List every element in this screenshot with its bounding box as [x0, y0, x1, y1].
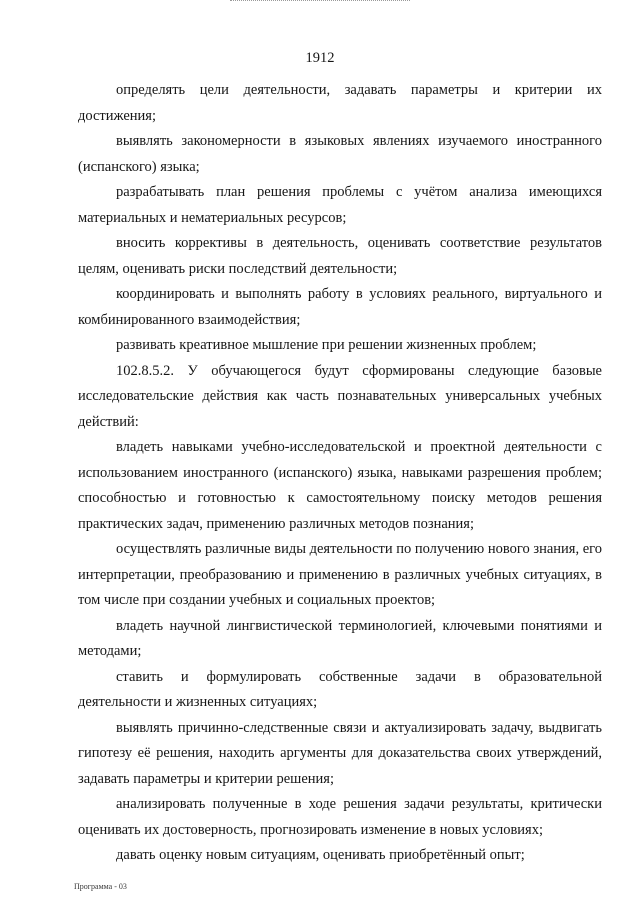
footer-label: Программа - 03 — [74, 882, 127, 891]
page-number: 1912 — [305, 50, 335, 66]
paragraph: 102.8.5.2. У обучающегося будут сформированы следующие базовые исследовательские действия как часть познавательных универсальных учебных действий: — [78, 362, 602, 430]
scan-top-mark — [230, 0, 410, 3]
paragraph: давать оценку новым ситуациям, оценивать приобретённый опыт; — [116, 847, 525, 863]
paragraph: разрабатывать план решения проблемы с учётом анализа имеющихся материальных и нематериальных ресурсов; — [78, 184, 602, 226]
paragraph: анализировать полученные в ходе решения задачи результаты, критически оценивать их достоверность, прогнозировать изменение в новых условиях; — [78, 796, 602, 838]
paragraph: выявлять закономерности в языковых явлениях изучаемого иностранного (испанского) языка; — [78, 133, 602, 175]
paragraph: определять цели деятельности, задавать параметры и критерии их достижения; — [78, 82, 602, 124]
paragraph: вносить коррективы в деятельность, оценивать соответствие результатов целям, оценивать риски последствий деятельности; — [78, 235, 602, 277]
paragraph: осуществлять различные виды деятельности по получению нового знания, его интерпретации, преобразованию и применению в различных учебных ситуациях, в том числе при создании учебных и социальных проектов; — [78, 541, 602, 608]
paragraph: координировать и выполнять работу в условиях реального, виртуального и комбинированного взаимодействия; — [78, 286, 602, 328]
paragraph: владеть научной лингвистической терминологией, ключевыми понятиями и методами; — [78, 617, 602, 659]
paragraph: развивать креативное мышление при решении жизненных проблем; — [116, 337, 537, 353]
document-body — [78, 78, 602, 869]
paragraph: выявлять причинно-следственные связи и актуализировать задачу, выдвигать гипотезу её решения, находить аргументы для доказательства своих утверждений, задавать параметры и критерии решения; — [78, 719, 602, 787]
paragraph: ставить и формулировать собственные задачи в образовательной деятельности и жизненных ситуациях; — [78, 668, 602, 710]
paragraph: владеть навыками учебно-исследовательской и проектной деятельности с использованием иностранного (испанского) языка, навыками разрешения проблем; способностью и готовностью к самостоятельному поиску методов решения практических задач, применению различных методов познания; — [78, 439, 602, 532]
